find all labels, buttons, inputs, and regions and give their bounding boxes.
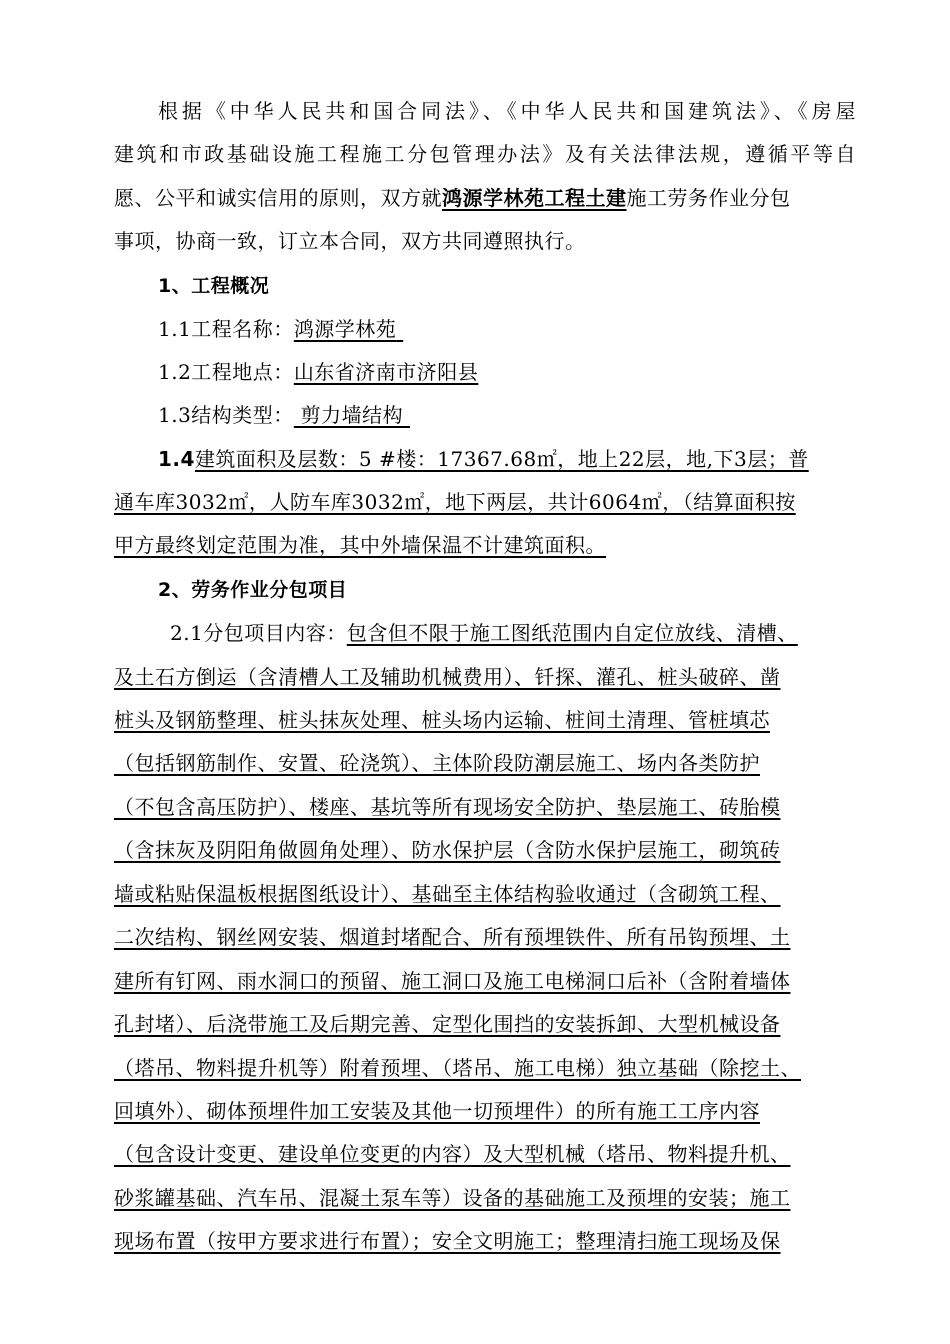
item-2-1-line-1 (170, 619, 798, 647)
item-1-4-text-1: 建筑面积及层数：5 #楼：17367.68㎡，地上22层，地,下3层；普 (194, 447, 809, 471)
item-2-1-line: （不包含高压防护）、楼座、基坑等所有现场安全防护、垫层施工、砖胎模 (114, 795, 781, 819)
intro-line-4: 事项，协商一致，订立本合同，双方共同遵照执行。 (114, 229, 586, 253)
section-1-heading: 1、工程概况 (158, 275, 270, 297)
item-2-1-line: 墙或粘贴保温板根据图纸设计）、基础至主体结构验收通过（含砌筑工程、 (114, 882, 781, 906)
intro-line-3 (114, 184, 791, 212)
item-2-1-line: （含抹灰及阴阳角做圆角处理）、防水保护层（含防水保护层施工，砌筑砖 (114, 838, 781, 862)
item-1-3-value: 剪力墙结构 (293, 403, 411, 427)
item-1-1-label: 1.1工程名称： (158, 317, 294, 341)
item-2-1-label: 2.1分包项目内容： (170, 621, 347, 645)
item-1-4-line-3: 甲方最终划定范围为准，其中外墙保温不计建筑面积。 (114, 533, 606, 557)
item-2-1-line: 桩头及钢筋整理、桩头抹灰处理、桩头场内运输、桩间土清理、管桩填芯 (114, 708, 770, 732)
intro-line-3-text: 愿、公平和诚实信用的原则，双方就 (114, 186, 442, 210)
item-1-2-label: 1.2工程地点： (158, 360, 294, 384)
intro-line-3-tail: 施工劳务作业分包 (626, 186, 791, 210)
item-2-1-line: 二次结构、钢丝网安装、烟道封堵配合、所有预埋铁件、所有吊钩预埋、土 (114, 925, 791, 949)
item-2-1-line: （包括钢筋制作、安置、砼浇筑）、主体阶段防潮层施工、场内各类防护 (114, 751, 760, 775)
intro-line-2: 建筑和市政基础设施工程施工分包管理办法》及有关法律法规，遵循平等自 (114, 142, 856, 166)
section-2-heading: 2、劳务作业分包项目 (158, 579, 348, 601)
item-2-1-text-0: 包含但不限于施工图纸范围内自定位放线、清槽、 (346, 621, 798, 645)
item-1-2 (158, 358, 478, 386)
item-2-1-line: 及土石方倒运（含清槽人工及辅助机械费用）、钎探、灌孔、桩头破碎、凿 (114, 665, 781, 689)
item-2-1-line: 回填外）、砌体预埋件加工安装及其他一切预埋件）的所有施工工序内容 (114, 1099, 760, 1123)
item-2-1-line: 现场布置（按甲方要求进行布置）；安全文明施工；整理清扫施工现场及保 (114, 1229, 781, 1253)
item-2-1-line: （塔吊、物料提升机等）附着预埋、（塔吊、施工电梯）独立基础（除挖土、 (114, 1056, 801, 1080)
item-2-1-line: （包含设计变更、建设单位变更的内容）及大型机械（塔吊、物料提升机、 (114, 1142, 791, 1166)
item-1-1-value: 鸿源学林苑 (293, 317, 397, 341)
item-2-1-line: 砂浆罐基础、汽车吊、混凝土泵车等）设备的基础施工及预埋的安装；施工 (114, 1186, 791, 1210)
item-2-1-line: 建所有钉网、雨水洞口的预留、施工洞口及施工电梯洞口后补（含附着墙体 (114, 969, 791, 993)
intro-line-1: 根据《中华人民共和国合同法》、《中华人民共和国建筑法》、《房屋 (158, 99, 856, 123)
item-1-2-value: 山东省济南市济阳县 (293, 360, 479, 384)
project-name-emphasis: 鸿源学林苑工程土建 (442, 186, 627, 210)
item-2-1-line: 孔封堵）、后浇带施工及后期完善、定型化围挡的安装拆卸、大型机械设备 (114, 1012, 781, 1036)
item-1-1 (158, 315, 403, 343)
item-1-3-label: 1.3结构类型： (158, 403, 294, 427)
item-1-3 (158, 401, 410, 429)
item-1-4-line-2: 通车库3032㎡，人防车库3032㎡，地下两层，共计6064㎡，（结算面积按 (114, 490, 796, 514)
item-1-4-label: 1.4 (158, 447, 195, 471)
item-1-4-line-1 (158, 445, 809, 473)
